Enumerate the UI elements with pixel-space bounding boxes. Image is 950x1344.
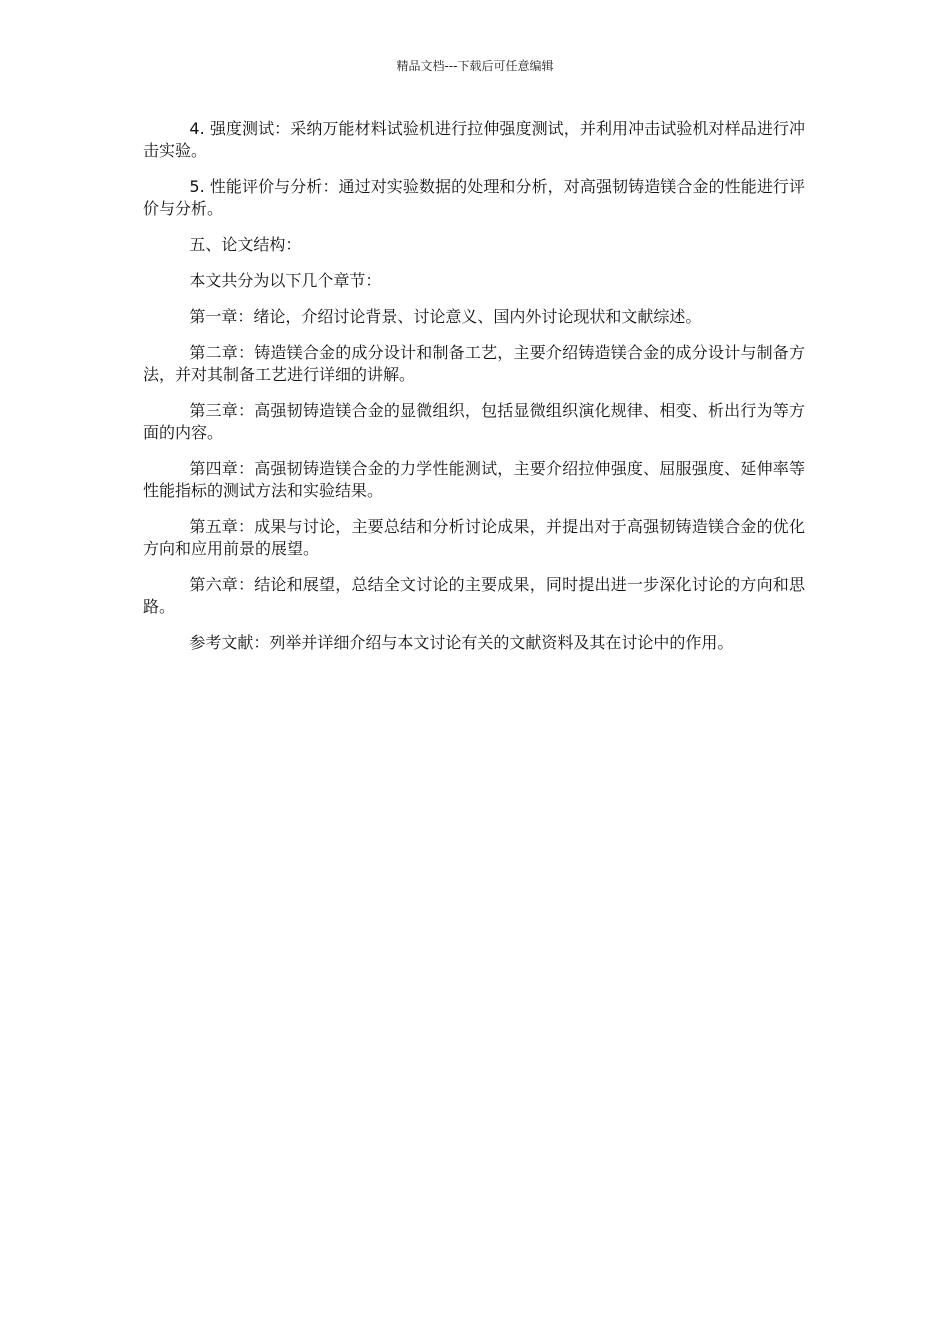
paragraph-chapter-5: 第五章：成果与讨论，主要总结和分析讨论成果，并提出对于高强韧铸造镁合金的优化方向和应用前景的展望。 [143,517,805,558]
paragraph-strength-test: 4. 强度测试：采纳万能材料试验机进行拉伸强度测试，并利用冲击试验机对样品进行冲击实验。 [143,119,805,160]
paragraph-chapter-4: 第四章：高强韧铸造镁合金的力学性能测试，主要介绍拉伸强度、屈服强度、延伸率等性能指标的测试方法和实验结果。 [143,459,805,500]
paragraph-chapter-6: 第六章：结论和展望，总结全文讨论的主要成果，同时提出进一步深化讨论的方向和思路。 [143,575,805,616]
paragraph-chapter-1: 第一章：绪论，介绍讨论背景、讨论意义、国内外讨论现状和文献综述。 [189,307,702,326]
page-header: 精品文档---下载后可任意编辑 [396,59,554,73]
paragraph-performance-evaluation: 5. 性能评价与分析：通过对实验数据的处理和分析，对高强韧铸造镁合金的性能进行评价与分析。 [143,177,805,218]
paragraph-chapter-intro: 本文共分为以下几个章节： [189,271,382,290]
document-body [143,118,805,668]
paragraph-references: 参考文献：列举并详细介绍与本文讨论有关的文献资料及其在讨论中的作用。 [189,633,734,652]
section-heading-thesis-structure: 五、论文结构： [189,235,302,254]
paragraph-chapter-3: 第三章：高强韧铸造镁合金的显微组织，包括显微组织演化规律、相变、析出行为等方面的内容。 [143,401,805,442]
paragraph-chapter-2: 第二章：铸造镁合金的成分设计和制备工艺，主要介绍铸造镁合金的成分设计与制备方法，并对其制备工艺进行详细的讲解。 [143,343,805,384]
